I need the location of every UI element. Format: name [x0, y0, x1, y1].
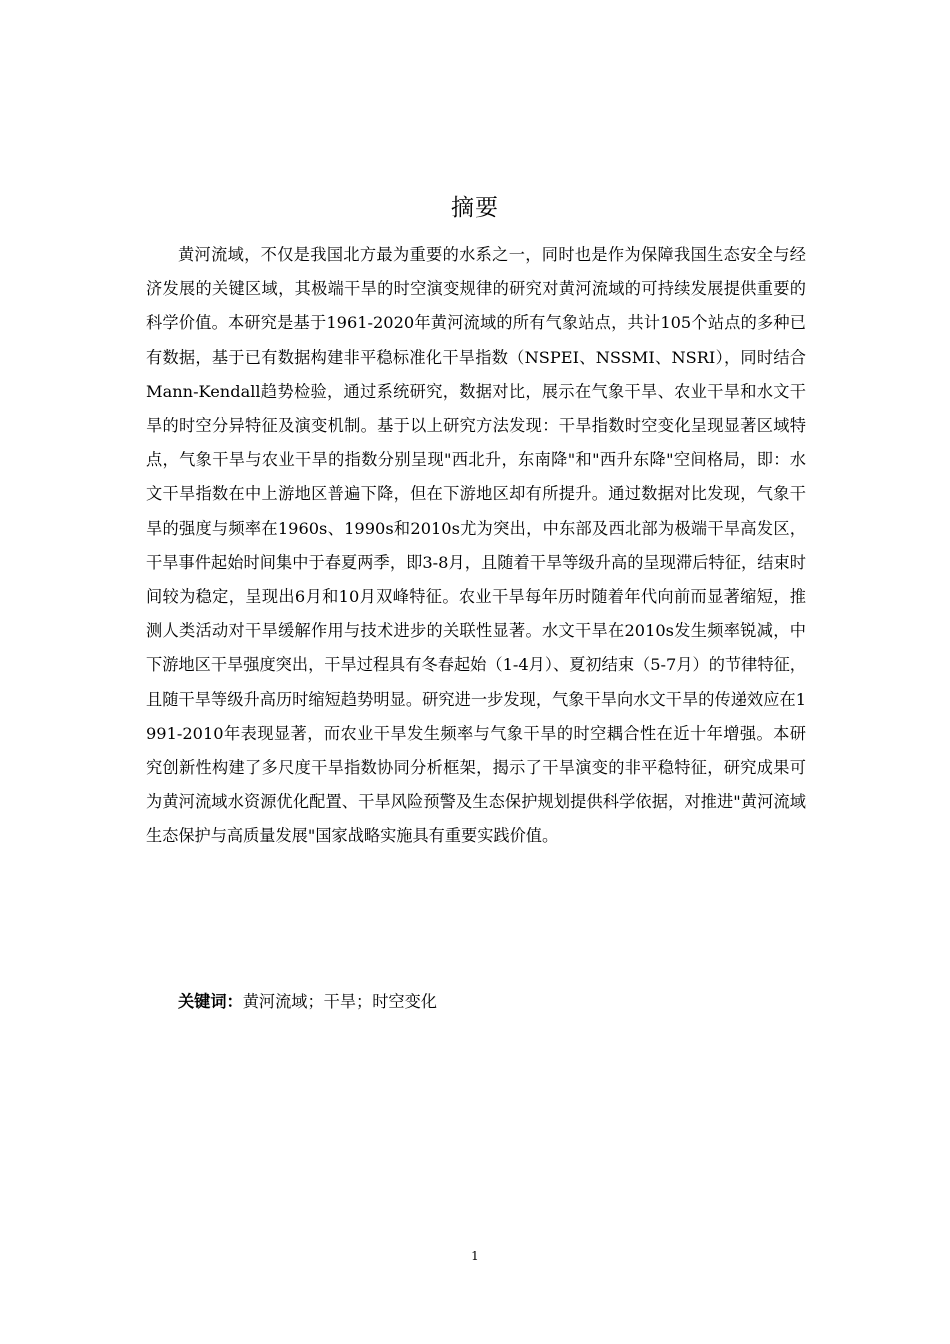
keywords-line [178, 985, 808, 1019]
keywords-value: 黄河流域；干旱；时空变化 [242, 992, 437, 1011]
abstract-paragraph: 黄河流域，不仅是我国北方最为重要的水系之一，同时也是作为保障我国生态安全与经济发展的关键区域，其极端干旱的时空演变规律的研究对黄河流域的可持续发展提供重要的科学价值。本研究是基于1961-2020年黄河流域的所有气象站点，共计105个站点的多种已有数据，基于已有数据构建非平稳标准化干旱指数（NSPEI、NSSMI、NSRI），同时结合Mann-Kendall趋势检验，通过系统研究，数据对比，展示在气象干旱、农业干旱和水文干旱的时空分异特征及演变机制。基于以上研究方法发现：干旱指数时空变化呈现显著区域特点，气象干旱与农业干旱的指数分别呈现"西北升，东南降"和"西升东降"空间格局，即：水文干旱指数在中上游地区普遍下降，但在下游地区却有所提升。通过数据对比发现，气象干旱的强度与频率在1960s、1990s和2010s尤为突出，中东部及西北部为极端干旱高发区，干旱事件起始时间集中于春夏两季，即3-8月，且随着干旱等级升高的呈现滞后特征，结束时间较为稳定，呈现出6月和10月双峰特征。农业干旱每年历时随着年代向前而显著缩短，推测人类活动对干旱缓解作用与技术进步的关联性显著。水文干旱在2010s发生频率锐减，中下游地区干旱强度突出，干旱过程具有冬春起始（1-4月）、夏初结束（5-7月）的节律特征，且随干旱等级升高历时缩短趋势明显。研究进一步发现，气象干旱向水文干旱的传递效应在1991-2010年表现显著，而农业干旱发生频率与气象干旱的时空耦合性在近十年增强。本研究创新性构建了多尺度干旱指数协同分析框架，揭示了干旱演变的非平稳特征，研究成果可为黄河流域水资源优化配置、干旱风险预警及生态保护规划提供科学依据，对推进"黄河流域生态保护与高质量发展"国家战略实施具有重要实践价值。 [146, 245, 806, 846]
page-title: 摘要 [451, 195, 499, 221]
keywords-label: 关键词： [178, 992, 243, 1011]
page-number: 1 [471, 1249, 479, 1263]
